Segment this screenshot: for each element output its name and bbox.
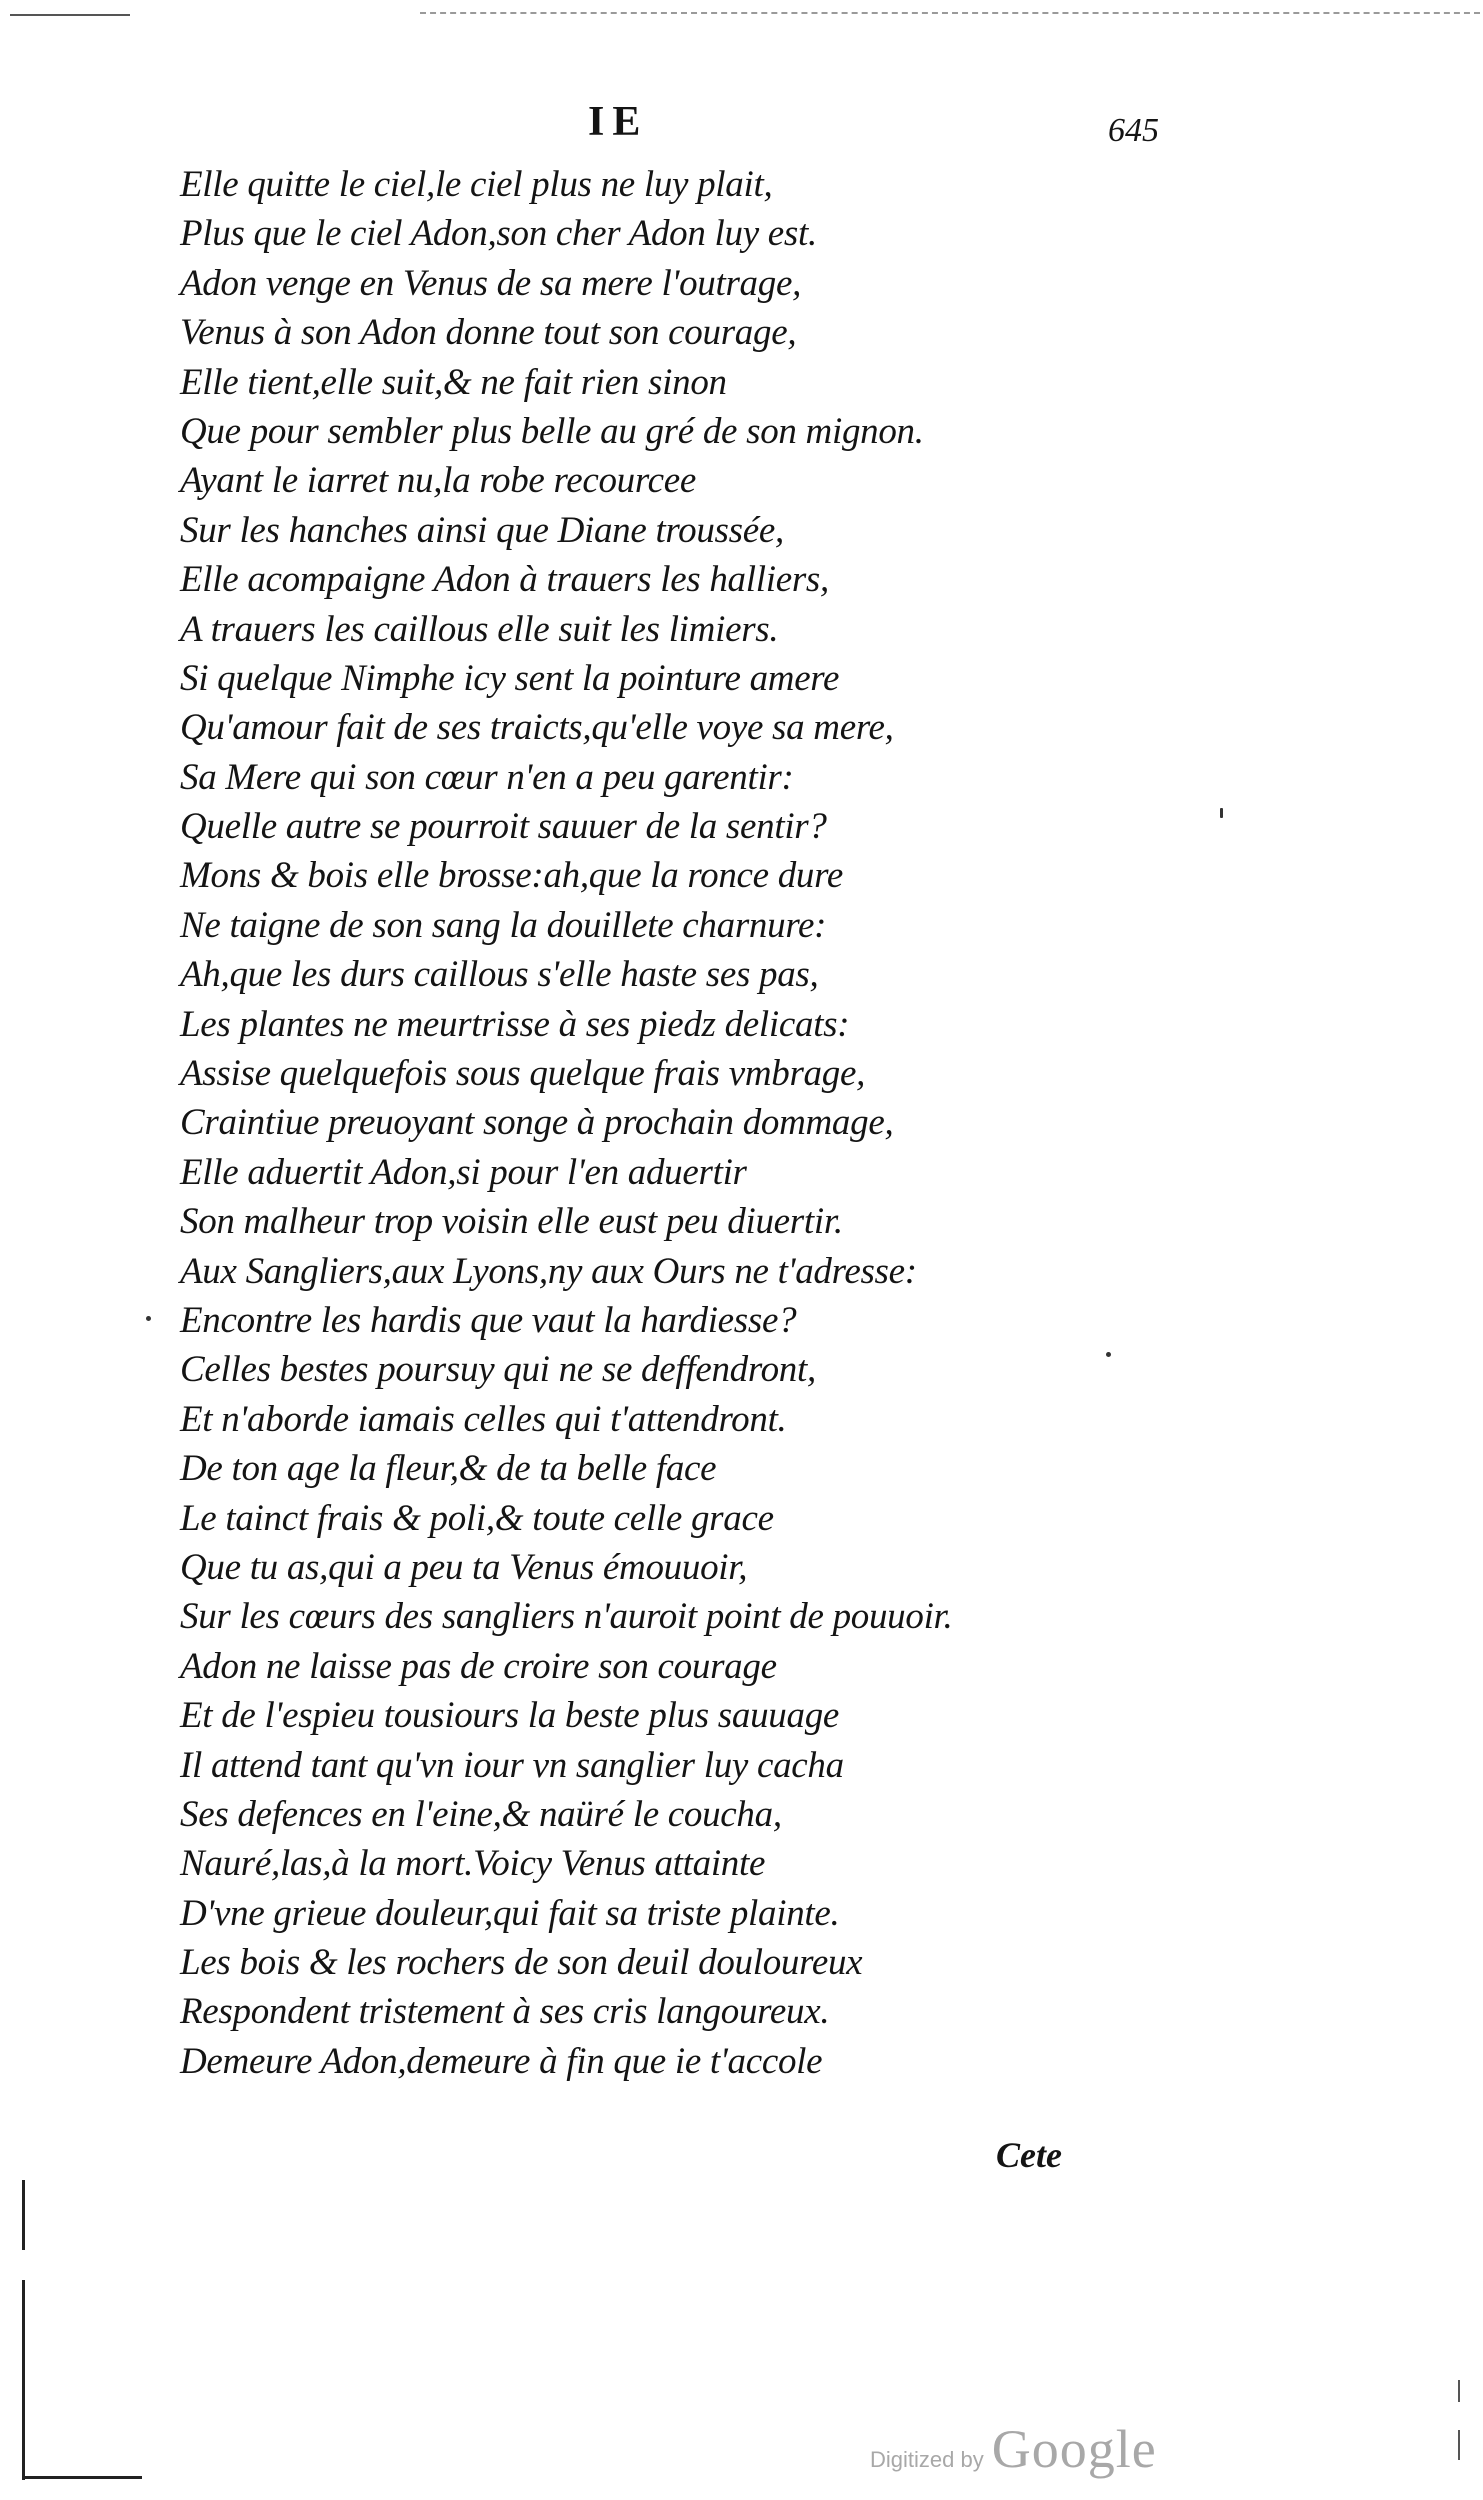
verse-line: Elle quitte le ciel,le ciel plus ne luy plait, bbox=[180, 164, 773, 205]
verse-line: Sur les cœurs des sangliers n'auroit point de pouuoir. bbox=[180, 1596, 953, 1638]
verse-line: Le tainct frais & poli,& toute celle grace bbox=[180, 1497, 774, 1539]
verse-line: Elle tient,elle suit,& ne fait rien sinon bbox=[180, 361, 727, 403]
verse-line: Les plantes ne meurtrisse à ses piedz delicats: bbox=[180, 1003, 850, 1045]
verse-line: Venus à son Adon donne tout son courage, bbox=[180, 312, 797, 354]
top-margin-rule bbox=[420, 12, 1480, 14]
verse-line: Si quelque Nimphe icy sent la pointure amere bbox=[180, 657, 840, 699]
verse-line: Encontre les hardis que vaut la hardiesse? bbox=[180, 1299, 797, 1341]
page-number: 645 bbox=[1108, 112, 1159, 149]
watermark-prefix: Digitized by bbox=[870, 2447, 984, 2472]
google-logo: Google bbox=[991, 2419, 1157, 2479]
verse-line: Mons & bois elle brosse:ah,que la ronce dure bbox=[180, 855, 843, 897]
verse-line: Adon venge en Venus de sa mere l'outrage, bbox=[180, 262, 802, 304]
verse-line: Les bois & les rochers de son deuil douloureux bbox=[180, 1942, 863, 1984]
verse-line: Ses defences en l'eine,& naüré le coucha, bbox=[180, 1793, 782, 1835]
page-edge-mark bbox=[10, 14, 130, 16]
verse-line: Et n'aborde iamais celles qui t'attendront. bbox=[180, 1398, 787, 1440]
running-head: IE bbox=[588, 99, 649, 145]
verse-line: Adon ne laisse pas de croire son courage bbox=[180, 1645, 777, 1687]
verse-line: Nauré,las,à la mort.Voicy Venus attainte bbox=[180, 1843, 766, 1885]
verse-line: Craintiue preuoyant songe à prochain dommage, bbox=[180, 1102, 894, 1144]
verse-line: Et de l'espieu tousiours la beste plus sauuage bbox=[180, 1695, 840, 1737]
verse-line: Assise quelquefois sous quelque frais vmbrage, bbox=[180, 1053, 866, 1095]
verse-line: Celles bestes poursuy qui ne se deffendront, bbox=[180, 1349, 816, 1391]
verse-line: Quelle autre se pourroit sauuer de la sentir? bbox=[180, 806, 827, 848]
verse-line: Que pour sembler plus belle au gré de son mignon. bbox=[180, 410, 924, 452]
verse-line: De ton age la fleur,& de ta belle face bbox=[180, 1448, 717, 1490]
binding-edge-mark bbox=[22, 2180, 28, 2480]
binding-edge-line bbox=[22, 2280, 25, 2480]
binding-edge-line bbox=[22, 2180, 25, 2250]
verse-line: Ayant le iarret nu,la robe recourcee bbox=[180, 460, 696, 502]
verse-line: Aux Sangliers,aux Lyons,ny aux Ours ne t'adresse: bbox=[180, 1250, 917, 1292]
verse-line: Son malheur trop voisin elle eust peu diuertir. bbox=[180, 1201, 843, 1243]
digitization-watermark bbox=[870, 2418, 1157, 2480]
edge-tick bbox=[1458, 2380, 1460, 2402]
verse-line: Il attend tant qu'vn iour vn sanglier luy cacha bbox=[180, 1744, 844, 1786]
verse-line: Elle aduertit Adon,si pour l'en aduertir bbox=[180, 1151, 747, 1193]
verse-line: Ah,que les durs caillous s'elle haste ses pas, bbox=[180, 954, 819, 996]
ink-speck bbox=[146, 1316, 151, 1321]
ink-speck bbox=[1220, 808, 1223, 818]
verse-line: Sa Mere qui son cœur n'en a peu garentir: bbox=[180, 756, 794, 798]
verse-line: Respondent tristement à ses cris langoureux. bbox=[180, 1991, 830, 2033]
verse-line: A trauers les caillous elle suit les limiers. bbox=[180, 608, 779, 650]
verse-line: Demeure Adon,demeure à fin que ie t'accole bbox=[180, 2040, 823, 2082]
verse-line: Elle acompaigne Adon à trauers les halliers, bbox=[180, 559, 829, 601]
verse-line: Sur les hanches ainsi que Diane troussée, bbox=[180, 509, 784, 551]
verse-line: Plus que le ciel Adon,son cher Adon luy est. bbox=[180, 213, 817, 255]
edge-tick bbox=[1458, 2430, 1460, 2460]
verse-line: Que tu as,qui a peu ta Venus émouuoir, bbox=[180, 1546, 748, 1588]
verse-line: Qu'amour fait de ses traicts,qu'elle voye sa mere, bbox=[180, 707, 894, 749]
verse-line: Ne taigne de son sang la douillete charnure: bbox=[180, 904, 827, 946]
verse-block bbox=[180, 160, 1180, 2086]
catchword: Cete bbox=[996, 2135, 1062, 2175]
ink-speck bbox=[1106, 1352, 1111, 1357]
binding-edge-line bbox=[22, 2476, 142, 2479]
verse-line: D'vne grieue douleur,qui fait sa triste plainte. bbox=[180, 1892, 840, 1934]
